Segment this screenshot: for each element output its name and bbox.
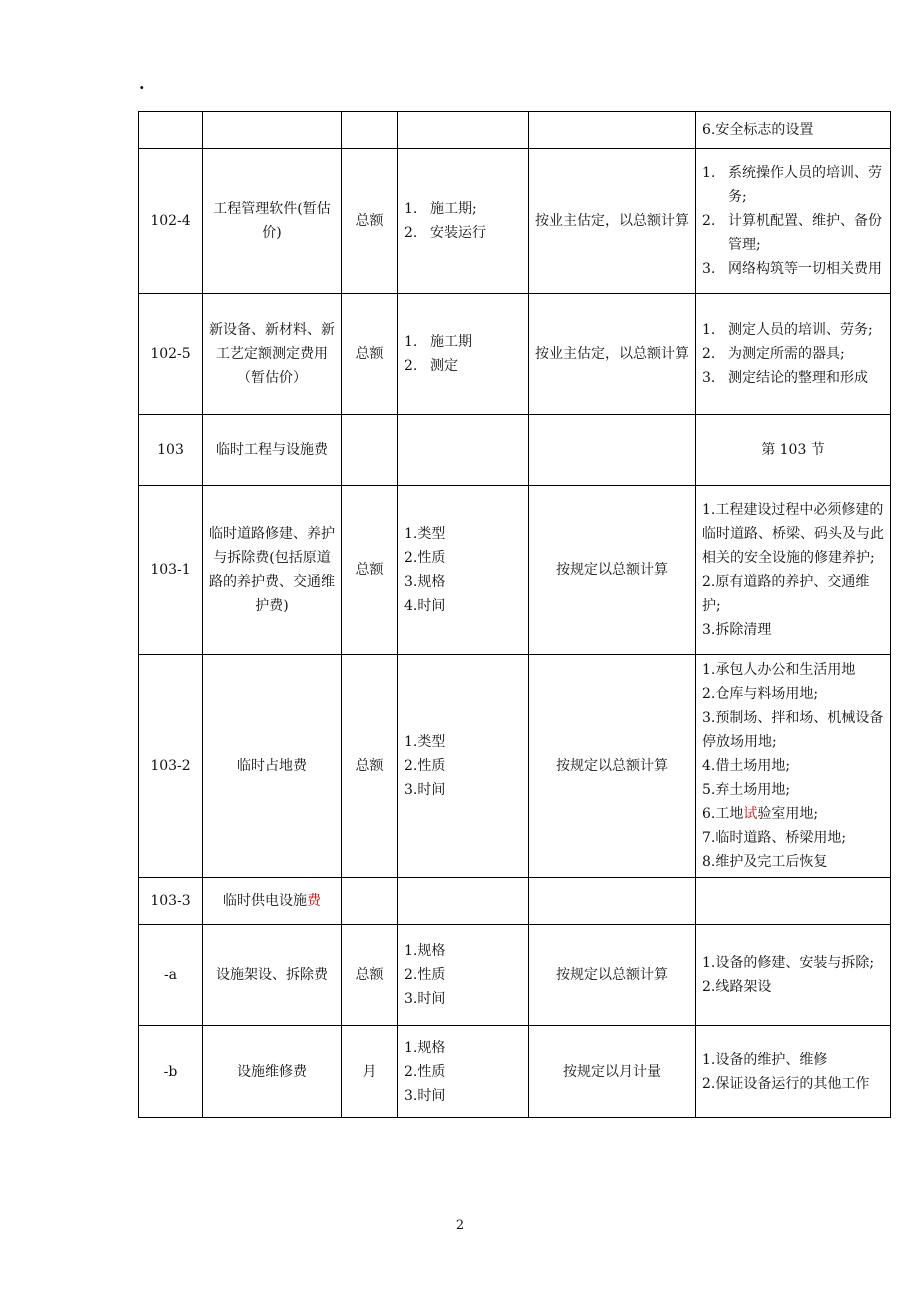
- content-item: 3.拆除清理: [702, 622, 772, 638]
- scope-cell: [398, 415, 529, 486]
- unit-cell: 总额: [342, 294, 398, 415]
- scope-cell: [398, 112, 529, 149]
- content-item: 1.设备的维护、维修: [702, 1051, 828, 1068]
- method-cell: [529, 112, 696, 149]
- scope-item: 3.时间: [404, 782, 446, 798]
- content-item: 5.弃土场用地;: [702, 782, 791, 798]
- method-cell: 按规定以月计量: [529, 1026, 696, 1118]
- method-cell: 按规定以总额计算: [529, 655, 696, 878]
- item-id-cell: -b: [139, 1026, 203, 1118]
- content-item: 4.借土场用地;: [702, 758, 791, 774]
- scope-item: 2.性质: [404, 1063, 446, 1080]
- content-item: 1.设备的修建、安装与拆除;: [702, 955, 875, 971]
- method-cell: 按规定以总额计算: [529, 925, 696, 1026]
- scope-item: 2.性质: [404, 758, 446, 774]
- content-item: 1. 测定人员的培训、劳务;: [702, 322, 873, 338]
- scope-item: 1. 施工期;: [404, 201, 477, 217]
- scope-item: 4.时间: [404, 598, 446, 614]
- content-item: 1.工程建设过程中必须修建的临时道路、桥梁、码头及与此相关的安全设施的修建养护;: [702, 502, 884, 566]
- unit-cell: 月: [342, 1026, 398, 1118]
- content-item: 3. 网络构筑等一切相关费用: [702, 261, 882, 277]
- content-cell: [696, 925, 891, 1026]
- scope-cell: [398, 655, 529, 878]
- item-id-cell: 103-1: [139, 486, 203, 655]
- scope-item: 1.规格: [404, 1039, 446, 1056]
- method-cell: [529, 878, 696, 925]
- item-id-cell: [139, 112, 203, 149]
- item-name-cell: 设施架设、拆除费: [203, 925, 342, 1026]
- content-item: 2. 计算机配置、维护、备份管理;: [702, 213, 882, 253]
- unit-cell: 总额: [342, 486, 398, 655]
- item-id-cell: 103-2: [139, 655, 203, 878]
- item-name-cell: 临时道路修建、养护与拆除费(包括原道路的养护费、交通维护费): [203, 486, 342, 655]
- item-name-cell: [203, 112, 342, 149]
- unit-cell: 总额: [342, 925, 398, 1026]
- content-cell: [696, 149, 891, 294]
- header-mark: ·: [139, 78, 145, 97]
- table-row: [139, 294, 891, 415]
- item-id-cell: 102-5: [139, 294, 203, 415]
- item-id-cell: 102-4: [139, 149, 203, 294]
- item-name-cell: 设施维修费: [203, 1026, 342, 1118]
- page-number: 2: [455, 1218, 465, 1233]
- content-item: 2.线路架设: [702, 979, 772, 995]
- content-item: 2.保证设备运行的其他工作: [702, 1075, 870, 1092]
- item-name-cell: 新设备、新材料、新工艺定额测定费用（暂估价）: [203, 294, 342, 415]
- table-row: [139, 878, 891, 925]
- item-id-cell: 103-3: [139, 878, 203, 925]
- unit-cell: [342, 878, 398, 925]
- method-cell: [529, 415, 696, 486]
- content-cell: [696, 294, 891, 415]
- content-item: 1. 系统操作人员的培训、劳务;: [702, 165, 882, 205]
- table-row: [139, 486, 891, 655]
- scope-cell: [398, 149, 529, 294]
- scope-item: 2. 安装运行: [404, 225, 486, 241]
- scope-item: 3.规格: [404, 574, 446, 590]
- content-cell: [696, 1026, 891, 1118]
- content-item: 1.承包人办公和生活用地: [702, 662, 856, 678]
- item-name-cell: 临时工程与设施费: [203, 415, 342, 486]
- content-item: 6.安全标志的设置: [702, 122, 814, 138]
- table-row: [139, 655, 891, 878]
- cost-items-table: [138, 111, 891, 1118]
- table-row: [139, 925, 891, 1026]
- content-item: 3. 测定结论的整理和形成: [702, 370, 868, 386]
- scope-item: 2.性质: [404, 550, 446, 566]
- content-item: 8.维护及完工后恢复: [702, 854, 828, 870]
- table-row: [139, 112, 891, 149]
- scope-item: 3.时间: [404, 1087, 446, 1104]
- scope-cell: [398, 294, 529, 415]
- content-item: 7.临时道路、桥梁用地;: [702, 830, 847, 846]
- scope-item: 3.时间: [404, 991, 446, 1007]
- table-row: [139, 149, 891, 294]
- content-item: 6.工地试验室用地;: [702, 806, 819, 822]
- content-item: 2.原有道路的养护、交通维护;: [702, 574, 870, 614]
- scope-item: 1.规格: [404, 943, 446, 959]
- content-cell: [696, 878, 891, 925]
- method-cell: 按业主估定，以总额计算: [529, 149, 696, 294]
- item-id-cell: -a: [139, 925, 203, 1026]
- scope-item: 1. 施工期: [404, 334, 472, 350]
- content-item: 3.预制场、拌和场、机械设备停放场用地;: [702, 710, 884, 750]
- scope-cell: [398, 486, 529, 655]
- item-id-cell: 103: [139, 415, 203, 486]
- scope-cell: [398, 878, 529, 925]
- scope-item: 1.类型: [404, 734, 446, 750]
- content-item: 2. 为测定所需的器具;: [702, 346, 845, 362]
- content-cell: [696, 112, 891, 149]
- item-name-cell: 临时占地费: [203, 655, 342, 878]
- scope-item: 1.类型: [404, 526, 446, 542]
- unit-cell: [342, 415, 398, 486]
- content-cell: [696, 486, 891, 655]
- unit-cell: [342, 112, 398, 149]
- table-row: [139, 415, 891, 486]
- table-row: [139, 1026, 891, 1118]
- scope-item: 2.性质: [404, 967, 446, 983]
- scope-cell: [398, 1026, 529, 1118]
- unit-cell: 总额: [342, 655, 398, 878]
- scope-item: 2. 测定: [404, 358, 458, 374]
- content-item: 2.仓库与料场用地;: [702, 686, 819, 702]
- content-cell: [696, 655, 891, 878]
- unit-cell: 总额: [342, 149, 398, 294]
- item-name-cell: 临时供电设施费: [203, 878, 342, 925]
- scope-cell: [398, 925, 529, 1026]
- method-cell: 按规定以总额计算: [529, 486, 696, 655]
- section-label-cell: 第 103 节: [696, 415, 891, 486]
- method-cell: 按业主估定，以总额计算: [529, 294, 696, 415]
- item-name-cell: 工程管理软件(暂估价): [203, 149, 342, 294]
